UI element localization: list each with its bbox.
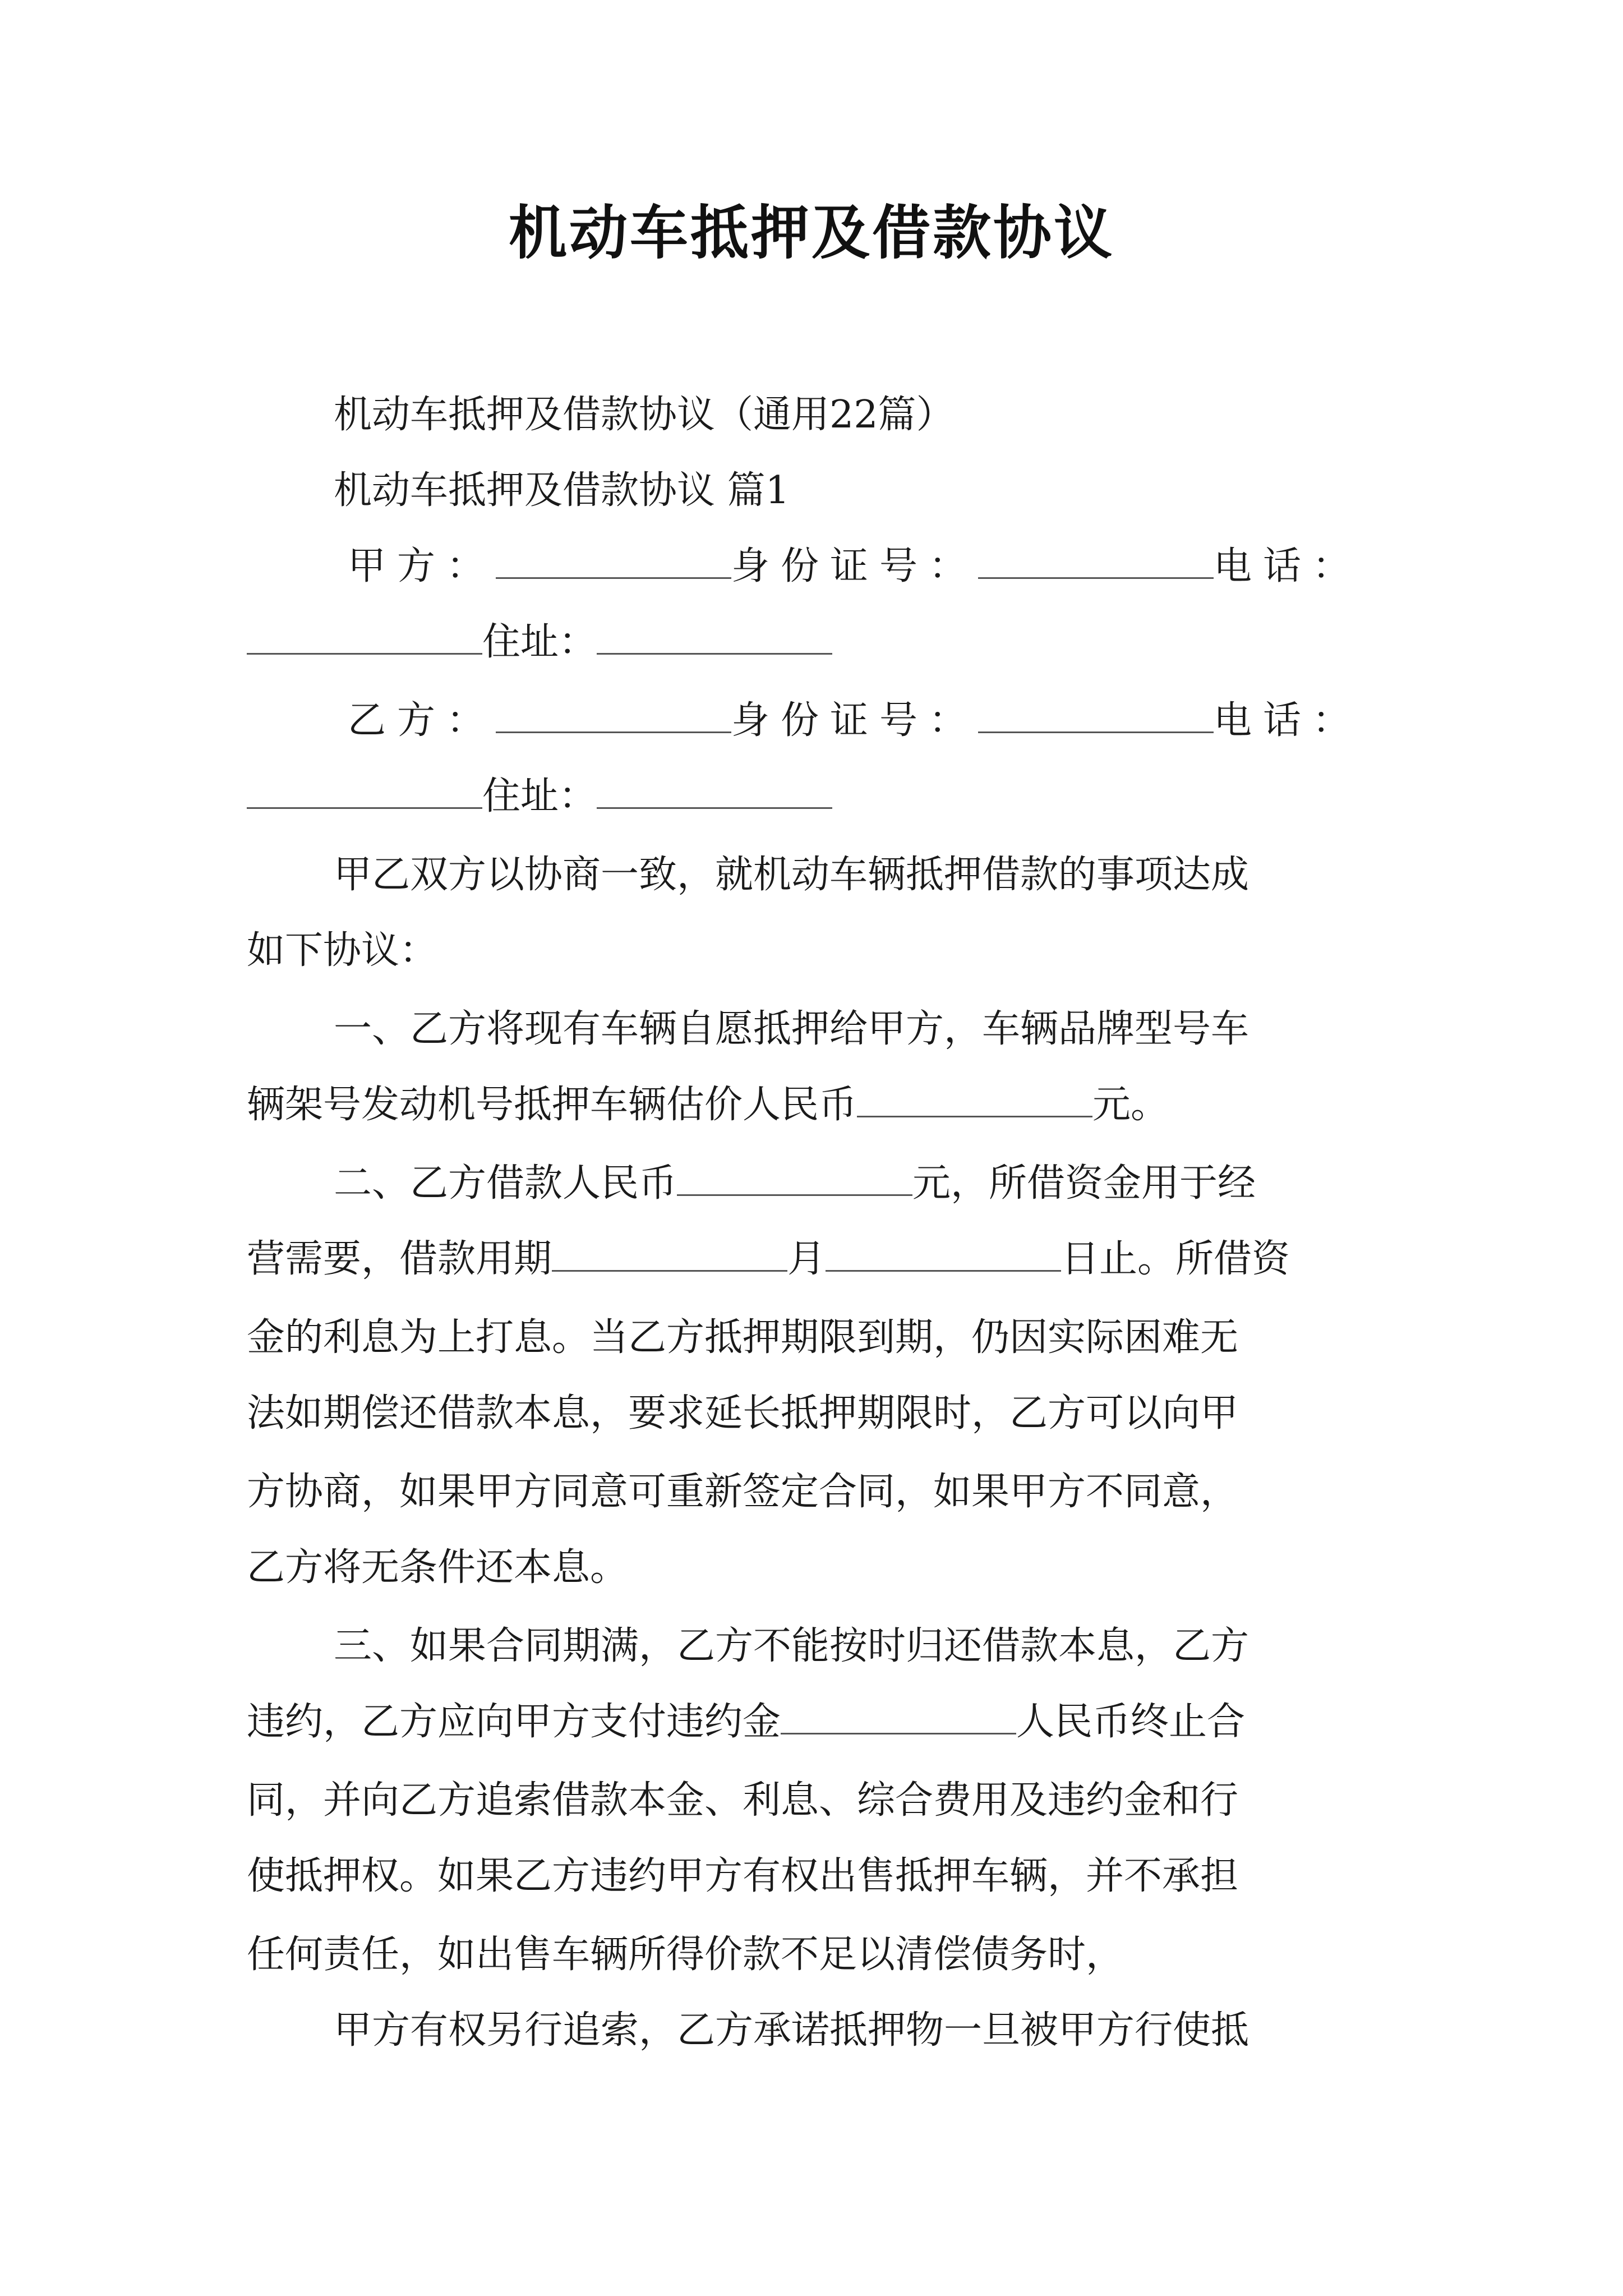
clause-text: 二、乙方借款人民币 (334, 1161, 677, 1205)
party-a-row (348, 539, 1362, 595)
clause-text: 月 (787, 1237, 826, 1281)
clause-1-line: 一、乙方将现有车辆自愿抵押给甲方，车辆品牌型号车 (334, 1007, 1249, 1051)
penalty-blank (781, 1731, 1016, 1734)
clause-text: 元，所借资金用于经 (912, 1161, 1256, 1205)
clause-text: 营需要，借款用期 (247, 1237, 552, 1281)
clause-2-line: 金的利息为上打息。当乙方抵押期限到期，仍因实际困难无 (247, 1315, 1239, 1360)
party-a-phone-label: 电话： (1214, 544, 1362, 588)
clause-text: 元。 (1092, 1083, 1169, 1127)
party-a-phone-blank (247, 651, 482, 655)
party-b-phone-blank (247, 805, 482, 809)
clause-text: 人民币终止合 (1016, 1700, 1246, 1744)
party-b-name-blank (496, 729, 731, 733)
party-b-address-row (247, 769, 832, 825)
paragraph-line: 如下协议： (247, 928, 438, 973)
section-heading: 机动车抵押及借款协议 篇1 (334, 468, 790, 513)
party-a-id-blank (978, 575, 1214, 579)
clause-2-line: 乙方将无条件还本息。 (247, 1545, 629, 1590)
clause-2-line: 法如期偿还借款本息，要求延长抵押期限时，乙方可以向甲 (247, 1391, 1239, 1435)
party-b-id-blank (978, 729, 1214, 733)
clause-text: 违约，乙方应向甲方支付违约金 (247, 1700, 781, 1744)
party-b-address-blank (597, 805, 832, 809)
loan-day-blank (826, 1268, 1061, 1272)
loan-term-blank (552, 1268, 787, 1272)
party-b-address-label: 住址： (482, 774, 597, 818)
clause-3-line (247, 1694, 1245, 1750)
document-subtitle: 机动车抵押及借款协议（通用22篇） (334, 393, 955, 437)
clause-2-line: 方协商，如果甲方同意可重新签定合同，如果甲方不同意， (247, 1470, 1239, 1514)
clause-3-line: 同，并向乙方追索借款本金、利息、综合费用及违约金和行 (247, 1778, 1239, 1823)
party-a-name-blank (496, 575, 731, 579)
clause-3-line: 三、如果合同期满，乙方不能按时归还借款本息，乙方 (334, 1624, 1249, 1668)
party-a-address-label: 住址： (482, 620, 597, 664)
clause-2-line (247, 1231, 1290, 1287)
party-b-label: 乙方： (348, 698, 496, 743)
clause-3-line: 任何责任，如出售车辆所得价款不足以清偿债务时， (247, 1932, 1124, 1977)
clause-3-line: 使抵押权。如果乙方违约甲方有权出售抵押车辆，并不承担 (247, 1854, 1239, 1898)
paragraph-line: 甲乙双方以协商一致，就机动车辆抵押借款的事项达成 (334, 853, 1249, 897)
party-b-id-label: 身份证号： (731, 698, 979, 743)
clause-1-line (247, 1077, 1169, 1133)
clause-4-line: 甲方有权另行追索，乙方承诺抵押物一旦被甲方行使抵 (334, 2008, 1249, 2053)
party-a-address-row (247, 614, 832, 670)
party-b-row (348, 693, 1362, 749)
party-a-address-blank (597, 651, 832, 655)
clause-text: 日止。所借资 (1061, 1237, 1290, 1281)
loan-amount-blank (677, 1192, 912, 1196)
party-b-phone-label: 电话： (1214, 698, 1362, 743)
clause-text: 辆架号发动机号抵押车辆估价人民币 (247, 1083, 857, 1127)
clause-2-line (334, 1156, 1256, 1212)
document-title: 机动车抵押及借款协议 (508, 198, 1114, 267)
party-a-label: 甲方： (348, 544, 496, 588)
party-a-id-label: 身份证号： (731, 544, 979, 588)
valuation-blank (857, 1114, 1092, 1117)
